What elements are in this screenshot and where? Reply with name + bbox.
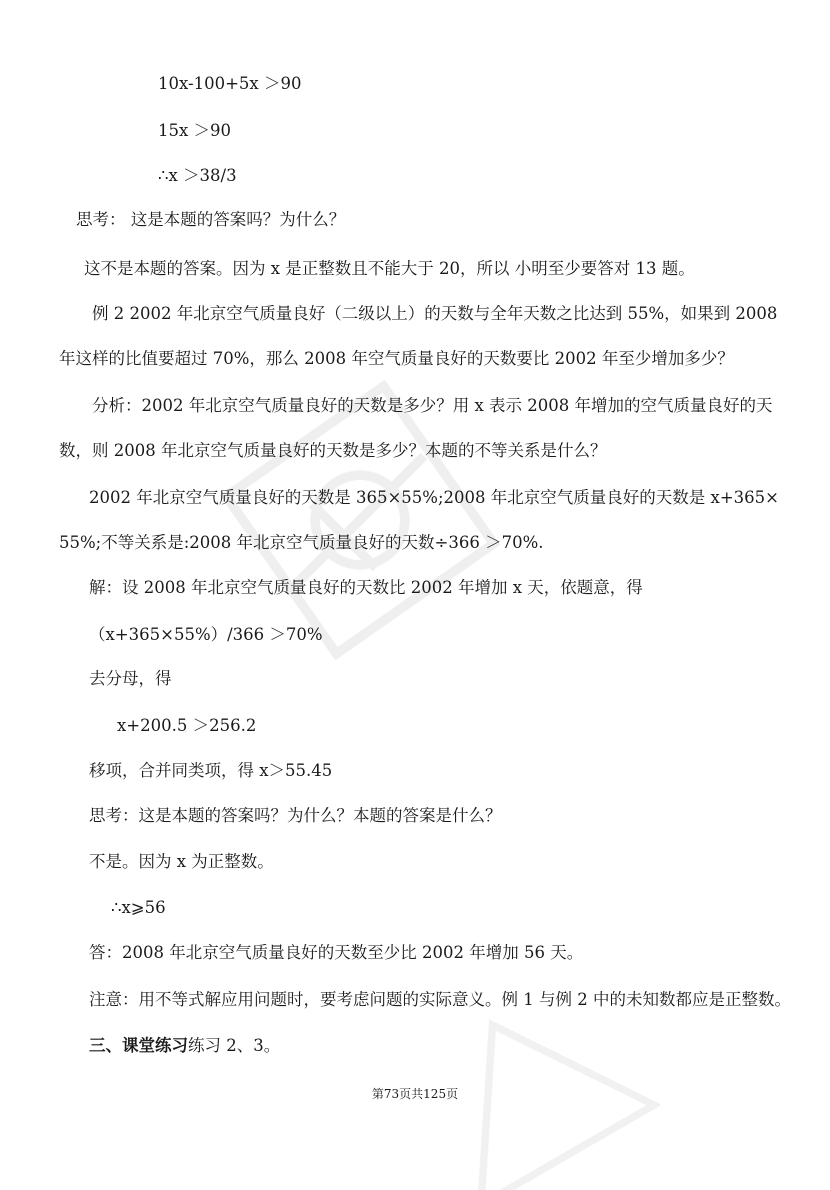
section-text: 练习 2、3。 [188, 1036, 281, 1055]
analysis-line: 数，则 2008 年北京空气质量良好的天数是多少？本题的不等关系是什么？ [59, 441, 607, 460]
equation-line: ∴x ＞38/3 [158, 166, 237, 185]
text-line: 去分母，得 [89, 669, 172, 688]
equation-line: （x+365×55%）/366 ＞70% [89, 625, 323, 644]
note-line: 注意：用不等式解应用问题时，要考虑问题的实际意义。例 1 与例 2 中的未知数都应是正整数。 [89, 990, 791, 1009]
question-line: 思考： 这是本题的答案吗？为什么？ [76, 210, 346, 229]
equation-line: ∴x⩾56 [111, 898, 166, 917]
solution-line: 解：设 2008 年北京空气质量良好的天数比 2002 年增加 x 天，依题意，得 [89, 578, 643, 597]
equation-line: 10x-100+5x ＞90 [158, 74, 302, 93]
equation-line: x+200.5 ＞256.2 [117, 716, 257, 735]
answer-line: 不是。因为 x 为正整数。 [89, 852, 274, 871]
equation-line: 15x ＞90 [158, 121, 232, 140]
text-line: 移项，合并同类项，得 x＞55.45 [89, 761, 333, 780]
text-line: 55%;不等关系是:2008 年北京空气质量良好的天数÷366 ＞70%. [59, 533, 544, 552]
answer-line: 这不是本题的答案。因为 x 是正整数且不能大于 20，所以 小明至少要答对 13 题。 [84, 259, 695, 278]
text-line: 2002 年北京空气质量良好的天数是 365×55%;2008 年北京空气质量良好的天数是 x+365× [89, 488, 779, 507]
answer-line: 答：2008 年北京空气质量良好的天数至少比 2002 年增加 56 天。 [89, 943, 584, 962]
section-title: 三、课堂练习 [89, 1036, 188, 1055]
question-line: 思考：这是本题的答案吗？为什么？本题的答案是什么？ [89, 806, 502, 825]
example-line: 年这样的比值要超过 70%，那么 2008 年空气质量良好的天数要比 2002 年至少增加多少？ [59, 349, 734, 368]
analysis-line: 分析：2002 年北京空气质量良好的天数是多少？用 x 表示 2008 年增加的空气质量良好的天 [92, 396, 773, 415]
page-number: 第73页共125页 [371, 1087, 459, 1101]
example-line: 例 2 2002 年北京空气质量良好（二级以上）的天数与全年天数之比达到 55%，如果到 2008 [92, 304, 778, 323]
section-heading [89, 1034, 280, 1058]
